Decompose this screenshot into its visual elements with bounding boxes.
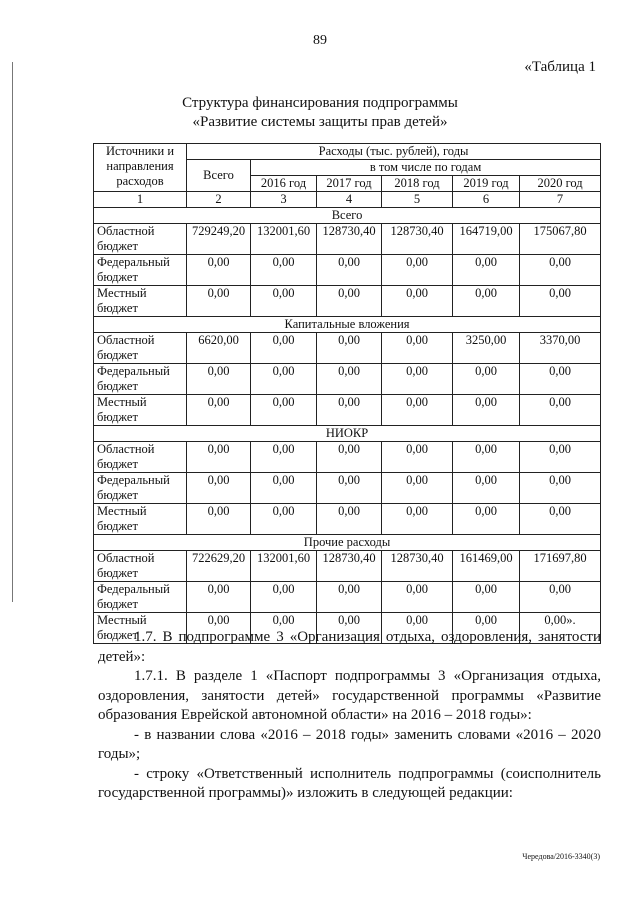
value-cell: 0,00	[382, 582, 453, 613]
value-cell: 164719,00	[453, 224, 520, 255]
header-source-cell: Источники и направления расходов	[94, 144, 187, 192]
value-cell: 132001,60	[251, 224, 317, 255]
value-cell: 0,00	[382, 395, 453, 426]
header-year-cell: 2020 год	[520, 176, 601, 192]
value-cell: 0,00	[317, 473, 382, 504]
header-year-cell: 2016 год	[251, 176, 317, 192]
row-label: Местный бюджет	[94, 504, 187, 535]
value-cell: 0,00».	[520, 613, 601, 644]
value-cell: 132001,60	[251, 551, 317, 582]
header-year-cell: 2018 год	[382, 176, 453, 192]
value-cell: 161469,00	[453, 551, 520, 582]
value-cell: 0,00	[453, 504, 520, 535]
value-cell: 0,00	[251, 395, 317, 426]
value-cell: 0,00	[453, 364, 520, 395]
row-label: Федеральный бюджет	[94, 255, 187, 286]
value-cell: 0,00	[382, 286, 453, 317]
value-cell: 0,00	[187, 473, 251, 504]
column-number-cell: 2	[187, 192, 251, 208]
page-number: 89	[313, 33, 327, 48]
column-number-cell: 1	[94, 192, 187, 208]
value-cell: 0,00	[382, 473, 453, 504]
column-number-row	[94, 192, 601, 208]
value-cell: 0,00	[251, 473, 317, 504]
value-cell: 0,00	[317, 395, 382, 426]
value-cell: 0,00	[251, 613, 317, 644]
value-cell: 175067,80	[520, 224, 601, 255]
paragraph: - в названии слова «2016 – 2018 годы» заменить словами «2016 – 2020 годы»;	[98, 726, 601, 762]
value-cell: 0,00	[382, 442, 453, 473]
value-cell: 171697,80	[520, 551, 601, 582]
column-number-cell: 4	[317, 192, 382, 208]
section-title: Всего	[94, 208, 601, 224]
column-number-cell: 7	[520, 192, 601, 208]
value-cell: 0,00	[251, 582, 317, 613]
table-row	[94, 255, 601, 286]
value-cell: 0,00	[453, 442, 520, 473]
header-year-cell: 2017 год	[317, 176, 382, 192]
table-row	[94, 333, 601, 364]
financing-table	[93, 143, 601, 644]
header-year-cell: 2019 год	[453, 176, 520, 192]
section-title: Прочие расходы	[94, 535, 601, 551]
value-cell: 0,00	[187, 364, 251, 395]
value-cell: 0,00	[317, 333, 382, 364]
value-cell: 0,00	[187, 286, 251, 317]
table-label: «Таблица 1	[524, 59, 596, 75]
value-cell: 0,00	[317, 286, 382, 317]
value-cell: 0,00	[453, 255, 520, 286]
row-label: Областной бюджет	[94, 333, 187, 364]
row-label: Областной бюджет	[94, 442, 187, 473]
paragraph: 1.7.1. В разделе 1 «Паспорт подпрограммы 3 «Организация отдыха, оздоровления, занятости детей» государственной программы «Развитие образования Еврейской автономной области» на 2016 – 2018 годы»:	[98, 668, 601, 723]
scan-margin-line	[12, 62, 13, 602]
section-title: Капитальные вложения	[94, 317, 601, 333]
table-title	[0, 94, 640, 132]
value-cell: 0,00	[317, 613, 382, 644]
paragraph: - строку «Ответственный исполнитель подпрограммы (соисполнитель государственной программы)» изложить в следующей редакции:	[98, 765, 601, 801]
value-cell: 0,00	[453, 613, 520, 644]
value-cell: 0,00	[520, 255, 601, 286]
table-row	[94, 224, 601, 255]
value-cell: 0,00	[453, 395, 520, 426]
value-cell: 0,00	[187, 395, 251, 426]
value-cell: 0,00	[382, 333, 453, 364]
table-row	[94, 442, 601, 473]
value-cell: 0,00	[453, 286, 520, 317]
title-line-2: «Развитие системы защиты прав детей»	[192, 114, 448, 130]
title-line-1: Структура финансирования подпрограммы	[182, 95, 458, 111]
value-cell: 0,00	[187, 613, 251, 644]
value-cell: 128730,40	[317, 224, 382, 255]
table-row	[94, 364, 601, 395]
value-cell: 128730,40	[317, 551, 382, 582]
table-row	[94, 551, 601, 582]
value-cell: 722629,20	[187, 551, 251, 582]
value-cell: 6620,00	[187, 333, 251, 364]
value-cell: 0,00	[251, 333, 317, 364]
value-cell: 0,00	[453, 473, 520, 504]
section-title: НИОКР	[94, 426, 601, 442]
value-cell: 0,00	[520, 286, 601, 317]
table-row	[94, 395, 601, 426]
value-cell: 0,00	[520, 442, 601, 473]
value-cell: 3370,00	[520, 333, 601, 364]
header-total-cell: Всего	[187, 160, 251, 192]
row-label: Местный бюджет	[94, 395, 187, 426]
value-cell: 3250,00	[453, 333, 520, 364]
row-label: Федеральный бюджет	[94, 473, 187, 504]
body-text	[98, 628, 601, 804]
value-cell: 0,00	[382, 364, 453, 395]
value-cell: 128730,40	[382, 551, 453, 582]
header-expenses-cell: Расходы (тыс. рублей), годы	[187, 144, 601, 160]
header-including-cell: в том числе по годам	[251, 160, 601, 176]
paragraph: 1.7. В подпрограмме 3 «Организация отдыха, оздоровления, занятости детей»:	[98, 629, 601, 665]
value-cell: 0,00	[317, 442, 382, 473]
table-row	[94, 582, 601, 613]
value-cell: 0,00	[187, 442, 251, 473]
column-number-cell: 6	[453, 192, 520, 208]
column-number-cell: 5	[382, 192, 453, 208]
section-row	[94, 535, 601, 551]
value-cell: 0,00	[520, 395, 601, 426]
table-row	[94, 504, 601, 535]
row-label: Местный бюджет	[94, 286, 187, 317]
value-cell: 0,00	[317, 582, 382, 613]
value-cell: 0,00	[382, 613, 453, 644]
row-label: Федеральный бюджет	[94, 364, 187, 395]
table-row	[94, 473, 601, 504]
value-cell: 0,00	[187, 504, 251, 535]
value-cell: 0,00	[520, 582, 601, 613]
value-cell: 0,00	[251, 286, 317, 317]
value-cell: 0,00	[382, 504, 453, 535]
section-row	[94, 426, 601, 442]
section-row	[94, 208, 601, 224]
value-cell: 0,00	[251, 504, 317, 535]
value-cell: 729249,20	[187, 224, 251, 255]
row-label: Областной бюджет	[94, 551, 187, 582]
value-cell: 0,00	[317, 504, 382, 535]
value-cell: 0,00	[382, 255, 453, 286]
column-number-cell: 3	[251, 192, 317, 208]
value-cell: 0,00	[187, 255, 251, 286]
row-label: Областной бюджет	[94, 224, 187, 255]
value-cell: 0,00	[251, 442, 317, 473]
value-cell: 128730,40	[382, 224, 453, 255]
value-cell: 0,00	[453, 582, 520, 613]
value-cell: 0,00	[520, 473, 601, 504]
value-cell: 0,00	[251, 255, 317, 286]
row-label: Местный бюджет	[94, 613, 187, 644]
value-cell: 0,00	[187, 582, 251, 613]
value-cell: 0,00	[520, 364, 601, 395]
value-cell: 0,00	[520, 504, 601, 535]
row-label: Федеральный бюджет	[94, 582, 187, 613]
value-cell: 0,00	[251, 364, 317, 395]
value-cell: 0,00	[317, 364, 382, 395]
section-row	[94, 317, 601, 333]
table-row	[94, 286, 601, 317]
value-cell: 0,00	[317, 255, 382, 286]
footer-code: Чередова/2016-3340(3)	[522, 852, 600, 861]
